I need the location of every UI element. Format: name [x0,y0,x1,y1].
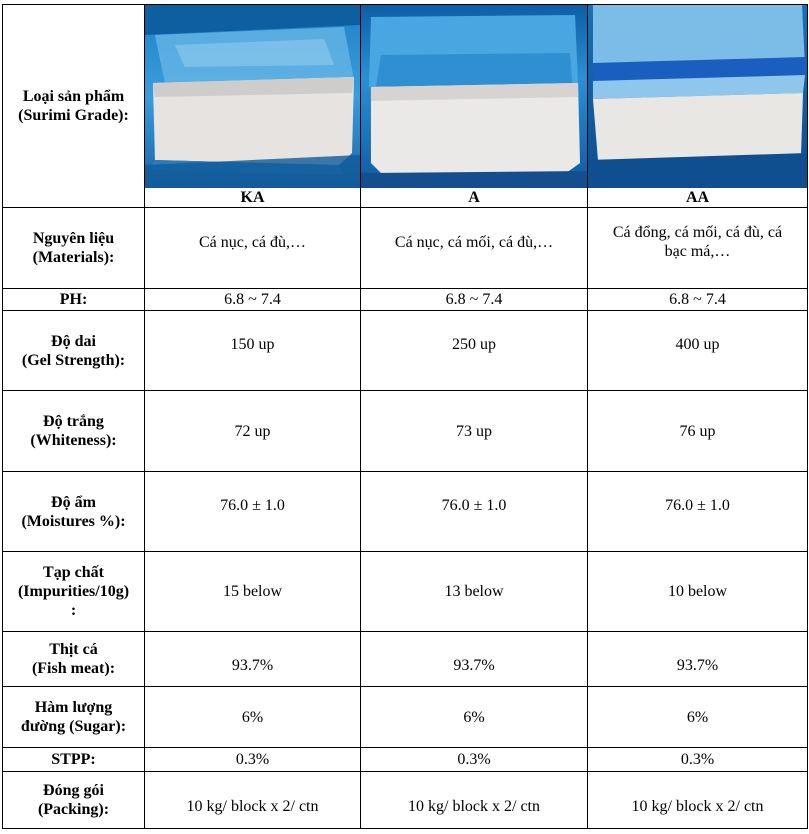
whiteness-row [3,391,808,472]
ph-label [3,289,145,311]
grade-label [3,5,145,208]
whiteness-aa: 76 up [588,391,808,472]
impurities-aa: 10 below [588,552,808,632]
gel-ka-text: 150 up [230,336,275,353]
gel-label-en: (Gel Strength): [21,351,126,369]
grade-ka-cell [145,5,361,208]
grade-a: A [468,189,480,206]
fish-aa [588,632,808,687]
whiteness-label-en: (Whiteness): [30,432,117,449]
packing-a [361,772,588,829]
impurities-row [3,552,808,632]
ph-label-text: PH: [59,291,88,308]
fish-aa-text: 93.7% [676,656,719,674]
materials-label-en: (Materials): [32,249,115,266]
grade-a-cell [361,5,588,208]
impurities-label-en: (Impurities/10g) [17,583,130,600]
grade-label-vi: Loại sản phẩm [22,88,125,105]
product-photo-aa [588,5,807,188]
materials-aa-line1: Cá đổng, cá mối, cá đù, cá [612,224,783,241]
moisture-a-text: 76.0 ± 1.0 [441,497,507,514]
moisture-aa-text: 76.0 ± 1.0 [665,497,730,514]
materials-ka [145,208,361,289]
whiteness-ka: 72 up [145,391,361,472]
moisture-row [3,472,808,552]
fish-label [3,632,145,687]
fish-label-en: (Fish meat): [31,660,116,677]
ph-aa: 6.8 ~ 7.4 [588,289,808,311]
gel-aa [588,311,808,391]
moisture-label-vi: Độ ẩm [51,493,96,511]
gel-label-vi: Độ dai [51,332,96,350]
packing-ka [145,772,361,829]
stpp-label-text: STPP: [51,751,96,768]
moisture-a [361,472,588,552]
materials-row [3,208,808,289]
gel-a [361,311,588,391]
stpp-row [3,748,808,772]
moisture-ka [145,472,361,552]
surimi-spec-table [2,4,808,829]
packing-label [3,772,145,829]
stpp-aa: 0.3% [588,748,808,772]
stpp-ka: 0.3% [145,748,361,772]
grade-aa-cell [588,5,808,208]
fish-ka-text: 93.7% [231,656,274,674]
moisture-ka-text: 76.0 ± 1.0 [220,497,285,514]
moisture-label [3,472,145,552]
sugar-a: 6% [361,687,588,748]
impurities-a: 13 below [361,552,588,632]
impurities-label-colon: : [70,602,77,619]
impurities-ka: 15 below [145,552,361,632]
gel-label [3,311,145,391]
materials-label-vi: Nguyên liệu [32,230,115,247]
ph-ka: 6.8 ~ 7.4 [145,289,361,311]
materials-label [3,208,145,289]
materials-a-text: Cá nục, cá mối, cá đù,… [394,233,554,251]
packing-aa [588,772,808,829]
grade-ka: KA [240,189,265,206]
stpp-label [3,748,145,772]
materials-a [361,208,588,289]
gel-aa-text: 400 up [675,336,720,353]
fish-row [3,632,808,687]
fish-ka [145,632,361,687]
sugar-aa: 6% [588,687,808,748]
fish-a [361,632,588,687]
ph-a: 6.8 ~ 7.4 [361,289,588,311]
fish-a-text: 93.7% [453,656,495,674]
impurities-label-vi: Tạp chất [43,564,104,581]
moisture-aa [588,472,808,552]
stpp-a: 0.3% [361,748,588,772]
product-photo-a [361,5,587,188]
ph-row [3,289,808,311]
packing-a-text: 10 kg/ block x 2/ ctn [408,797,540,815]
materials-ka-text: Cá nục, cá đù,… [198,233,307,251]
packing-label-en: (Packing): [37,801,110,818]
sugar-ka: 6% [145,687,361,748]
sugar-label-vi: Hàm lượng [34,699,113,716]
sugar-row [3,687,808,748]
moisture-label-en: (Moistures %): [21,512,126,530]
whiteness-label-vi: Độ trắng [43,413,104,430]
impurities-label [3,552,145,632]
fish-label-vi: Thịt cá [49,641,98,658]
grade-aa: AA [685,189,710,206]
product-photo-ka [145,5,360,188]
packing-aa-text: 10 kg/ block x 2/ ctn [631,797,764,815]
grade-row [3,5,808,208]
gel-a-text: 250 up [452,336,496,353]
materials-aa-line2: bạc má,… [664,243,731,260]
gel-row [3,311,808,391]
packing-ka-text: 10 kg/ block x 2/ ctn [186,797,319,815]
whiteness-a: 73 up [361,391,588,472]
sugar-label-en: đường (Sugar): [20,718,127,735]
whiteness-label [3,391,145,472]
packing-row [3,772,808,829]
materials-aa [588,208,808,289]
gel-ka [145,311,361,391]
grade-label-en: (Surimi Grade): [18,107,129,124]
packing-label-vi: Đóng gói [43,782,104,799]
sugar-label [3,687,145,748]
